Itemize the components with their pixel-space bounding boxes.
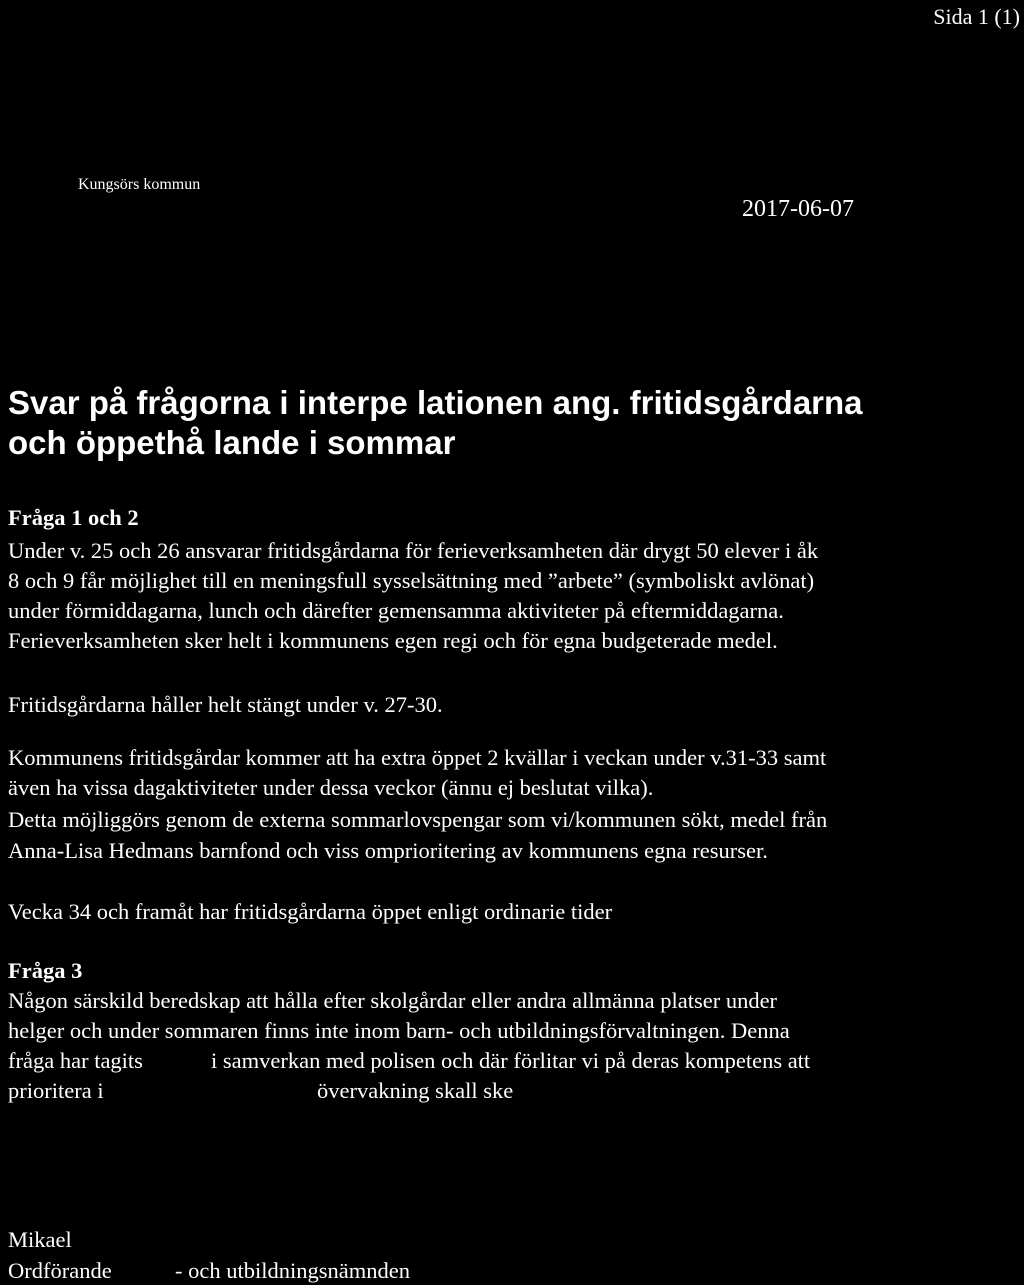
document-title-line-2: och öppethå lande i sommar: [8, 424, 456, 461]
signature-role-title: Ordförande: [8, 1258, 112, 1283]
body-line-week-34: Vecka 34 och framåt har fritidsgårdarna öppet enligt ordinarie tider: [8, 899, 613, 924]
body-line-fragment: prioritera i: [8, 1078, 104, 1103]
body-line: helger och under sommaren finns inte inom barn- och utbildningsförvaltningen. Denna: [8, 1018, 790, 1043]
signature-name: Mikael: [8, 1227, 72, 1252]
signature-role-committee: - och utbildningsnämnden: [175, 1258, 410, 1283]
body-line-fragment: fråga har tagits: [8, 1048, 143, 1073]
body-line: Ferieverksamheten sker helt i kommunens egen regi och för egna budgeterade medel.: [8, 628, 778, 653]
body-line-closed-weeks: Fritidsgårdarna håller helt stängt under v. 27-30.: [8, 692, 443, 717]
document-date: 2017-06-07: [742, 196, 854, 222]
page-number: Sida 1 (1): [933, 4, 1020, 29]
body-line: även ha vissa dagaktiviteter under dessa veckor (ännu ej beslutat vilka).: [8, 775, 654, 800]
body-line: 8 och 9 får möjlighet till en meningsfull sysselsättning med ”arbete” (symboliskt avlönat): [8, 568, 815, 593]
body-line-fragment: övervakning skall ske: [317, 1078, 514, 1103]
body-line: under förmiddagarna, lunch och därefter gemensamma aktiviteter på eftermiddagarna.: [8, 598, 784, 623]
document-title-line-1: Svar på frågorna i interpe lationen ang. fritidsgårdarna: [8, 384, 863, 421]
body-line-fragment: i samverkan med polisen och där förlitar vi på deras kompetens att: [211, 1048, 811, 1073]
section-heading-question-3: Fråga 3: [8, 958, 83, 983]
body-line: Anna-Lisa Hedmans barnfond och viss omprioritering av kommunens egna resurser.: [8, 838, 768, 863]
body-line: Kommunens fritidsgårdar kommer att ha extra öppet 2 kvällar i veckan under v.31-33 samt: [8, 745, 827, 770]
body-line: Under v. 25 och 26 ansvarar fritidsgårdarna för ferieverksamheten där drygt 50 elever i åk: [8, 538, 819, 563]
organization-name: Kungsörs kommun: [78, 176, 201, 193]
body-line: Någon särskild beredskap att hålla efter skolgårdar eller andra allmänna platser under: [8, 988, 778, 1013]
section-heading-question-1-2: Fråga 1 och 2: [8, 505, 139, 530]
body-line: Detta möjliggörs genom de externa sommarlovspengar som vi/kommunen sökt, medel från: [8, 807, 828, 832]
